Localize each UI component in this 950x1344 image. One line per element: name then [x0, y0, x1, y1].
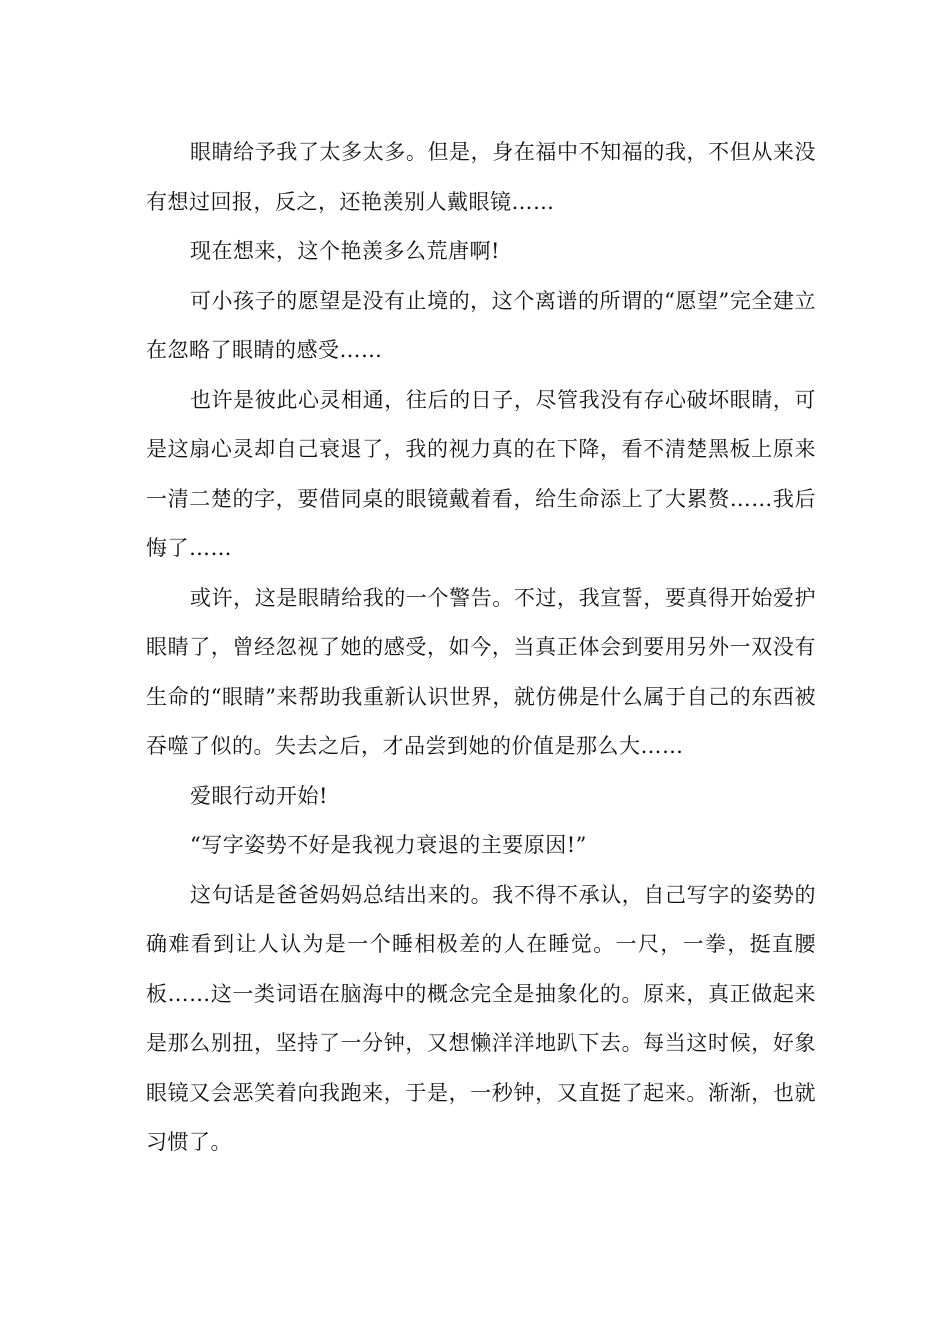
paragraph-7: “写字姿势不好是我视力衰退的主要原因!” [190, 833, 587, 857]
paragraph-2: 现在想来，这个艳羡多么荒唐啊! [190, 239, 500, 263]
paragraph-1: 眼睛给予我了太多太多。但是，身在福中不知福的我，不但从来没有想过回报，反之，还艳羡别人戴眼镜…… [146, 140, 816, 214]
paragraph-6: 爱眼行动开始! [190, 783, 328, 808]
paragraph-3: 可小孩子的愿望是没有止境的，这个离谱的所谓的“愿望”完全建立在忽略了眼睛的感受…… [146, 288, 816, 362]
paragraph-4: 也许是彼此心灵相通，往后的日子，尽管我没有存心破坏眼睛，可是这扇心灵却自己衰退了，我的视力真的在下降，看不清楚黑板上原来一清二楚的字，要借同桌的眼镜戴着看，给生命添上了大累赘……我后悔了…… [146, 387, 816, 560]
document-body [146, 128, 816, 1168]
paragraph-8: 这句话是爸爸妈妈总结出来的。我不得不承认，自己写字的姿势的确难看到让人认为是一个睡相极差的人在睡觉。一尺，一拳，挺直腰板……这一类词语在脑海中的概念完全是抽象化的。原来，真正做起来是那么别扭，坚持了一分钟，又想懒洋洋地趴下去。每当这时候，好象眼镜又会恶笑着向我跑来，于是，一秒钟，又直挺了起来。渐渐，也就习惯了。 [146, 882, 816, 1154]
paragraph-5: 或许，这是眼睛给我的一个警告。不过，我宣誓，要真得开始爱护眼睛了，曾经忽视了她的感受，如今，当真正体会到要用另外一双没有生命的“眼睛”来帮助我重新认识世界，就仿佛是什么属于自己的东西被吞噬了似的。失去之后，才品尝到她的价值是那么大…… [146, 585, 816, 758]
